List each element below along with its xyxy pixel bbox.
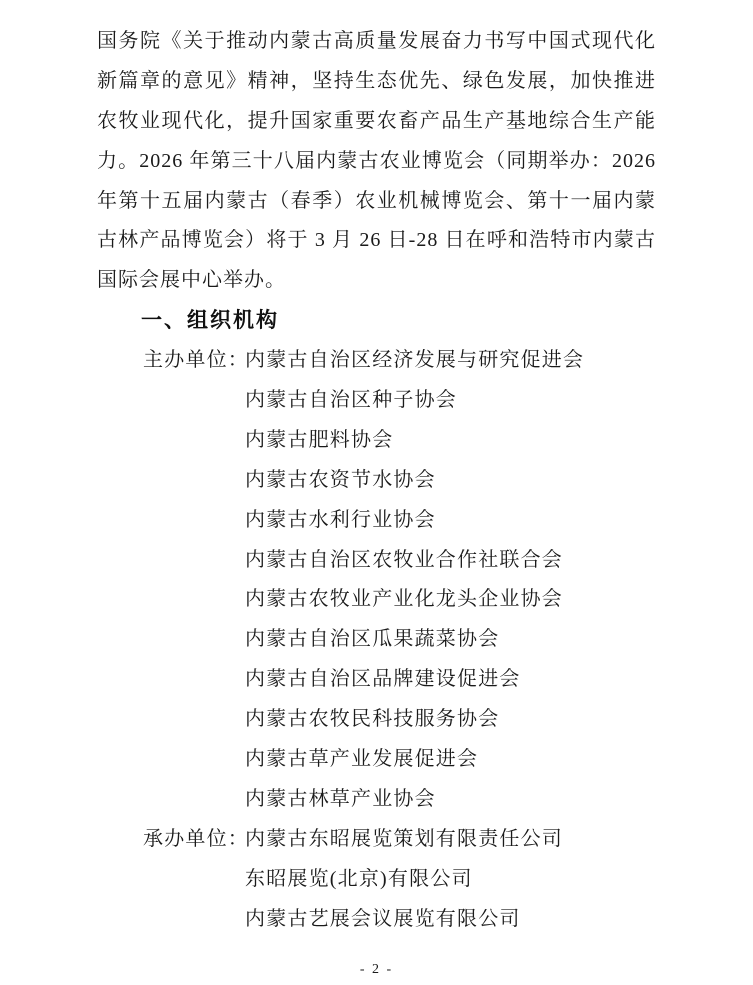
paragraph-line: 古林产品博览会）将于 3 月 26 日-28 日在呼和浩特市内蒙古 — [97, 229, 656, 252]
host-item: 内蒙古水利行业协会 — [245, 508, 436, 531]
host-organizer-row — [97, 541, 656, 581]
host-organizer-row — [97, 461, 656, 501]
paragraph-line: 年第十五届内蒙古（春季）农业机械博览会、第十一届内蒙 — [97, 189, 656, 212]
host-organizer-row — [97, 580, 656, 620]
host-organizer-row — [97, 341, 656, 381]
undertaker-organizer-row — [97, 860, 656, 900]
page-number: - 2 - — [359, 962, 394, 977]
host-item: 内蒙古农牧业产业化龙头企业协会 — [245, 588, 563, 611]
undertaker-item: 内蒙古东昭展览策划有限责任公司 — [245, 827, 563, 850]
undertaker-item: 东昭展览(北京)有限公司 — [245, 867, 473, 890]
host-item: 内蒙古肥料协会 — [245, 428, 394, 451]
opening-paragraph — [97, 22, 656, 301]
host-item: 内蒙古自治区经济发展与研究促进会 — [245, 349, 585, 372]
undertaker-item: 内蒙古艺展会议展览有限公司 — [245, 907, 521, 930]
host-organizer-row — [97, 421, 656, 461]
host-organizer-row — [97, 740, 656, 780]
undertaker-organizer-row — [97, 900, 656, 940]
host-item: 内蒙古自治区品牌建设促进会 — [245, 668, 521, 691]
host-item: 内蒙古草产业发展促进会 — [245, 748, 479, 771]
organizer-list — [97, 341, 656, 939]
host-item: 内蒙古自治区农牧业合作社联合会 — [245, 548, 563, 571]
paragraph-line: 力。2026 年第三十八届内蒙古农业博览会（同期举办：2026 — [97, 149, 656, 172]
host-organizer-row — [97, 501, 656, 541]
section-heading: 一、组织机构 — [141, 309, 279, 333]
host-organizer-row — [97, 620, 656, 660]
host-item: 内蒙古自治区瓜果蔬菜协会 — [245, 628, 500, 651]
host-item: 内蒙古农牧民科技服务协会 — [245, 708, 500, 731]
host-item: 内蒙古自治区种子协会 — [245, 389, 457, 412]
host-organizer-row — [97, 381, 656, 421]
host-item: 内蒙古农资节水协会 — [245, 468, 436, 491]
undertaker-organizer-row — [97, 820, 656, 860]
document-body — [97, 22, 656, 939]
paragraph-line: 新篇章的意见》精神，坚持生态优先、绿色发展，加快推进 — [97, 69, 656, 92]
paragraph-line: 国务院《关于推动内蒙古高质量发展奋力书写中国式现代化 — [97, 30, 656, 52]
host-organizer-row — [97, 780, 656, 820]
paragraph-line: 国际会展中心举办。 — [97, 269, 286, 292]
host-label: 主办单位： — [143, 349, 249, 372]
paragraph-line: 农牧业现代化，提升国家重要农畜产品生产基地综合生产能 — [97, 109, 656, 132]
undertaker-label: 承办单位： — [143, 827, 249, 850]
host-item: 内蒙古林草产业协会 — [245, 787, 436, 810]
host-organizer-row — [97, 660, 656, 700]
host-organizer-row — [97, 700, 656, 740]
